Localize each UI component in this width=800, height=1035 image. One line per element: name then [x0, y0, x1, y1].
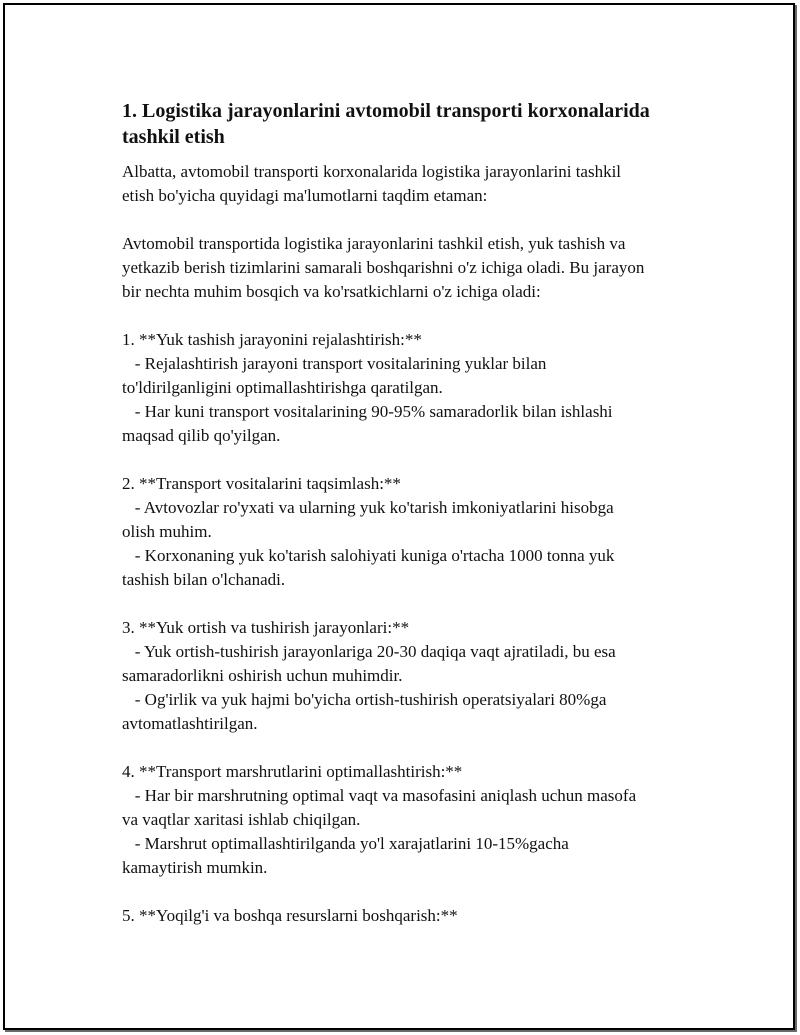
document-body: Albatta, avtomobil transporti korxonalarida logistika jarayonlarini tashkil etish bo'yicha quyidagi ma'lumotlarni taqdim etaman: Avtomobil transportida logistika jarayonlarini tashkil etish, yuk tashish va yetkazib berish tizimlarini samarali boshqarishni o'z ichiga oladi. Bu jarayon bir nechta muhim bosqich va ko'rsatkichlarni o'z ichiga oladi: 1. **Yuk tashish jarayonini rejalashtirish:** - Rejalashtirish jarayoni transport vositalarining yuklar bilan to'ldirilganligini optimallashtirishga qaratilgan. - Har kuni transport vositalarining 90-95% samaradorlik bilan ishlashi maqsad qilib qo'yilgan. 2. **Transport vositalarini taqsimlash:** - Avtovozlar ro'yxati va ularning yuk ko'tarish imkoniyatlarini hisobga olish muhim. - Korxonaning yuk ko'tarish salohiyati kuniga o'rtacha 1000 tonna yuk tashish bilan o'lchanadi. 3. **Yuk ortish va tushirish jarayonlari:** - Yuk ortish-tushirish jarayonlariga 20-30 daqiqa vaqt ajratiladi, bu esa samaradorlikni oshirish uchun muhimdir. - Og'irlik va yuk hajmi bo'yicha ortish-tushirish operatsiyalari 80%ga avtomatlashtirilgan. 4. **Transport marshrutlarini optimallashtirish:** - Har bir marshrutning optimal vaqt va masofasini aniqlash uchun masofa va vaqtlar xaritasi ishlab chiqilgan. - Marshrut optimallashtirilganda yo'l xarajatlarini 10-15%gacha kamaytirish mumkin. 5. **Yoqilg'i va boshqa resurslarni boshqarish:** — [122, 162, 645, 925]
document-content — [122, 98, 712, 928]
document-page — [3, 3, 795, 1030]
document-title: 1. Logistika jarayonlarini avtomobil transporti korxonalarida tashkil etish — [122, 100, 650, 148]
